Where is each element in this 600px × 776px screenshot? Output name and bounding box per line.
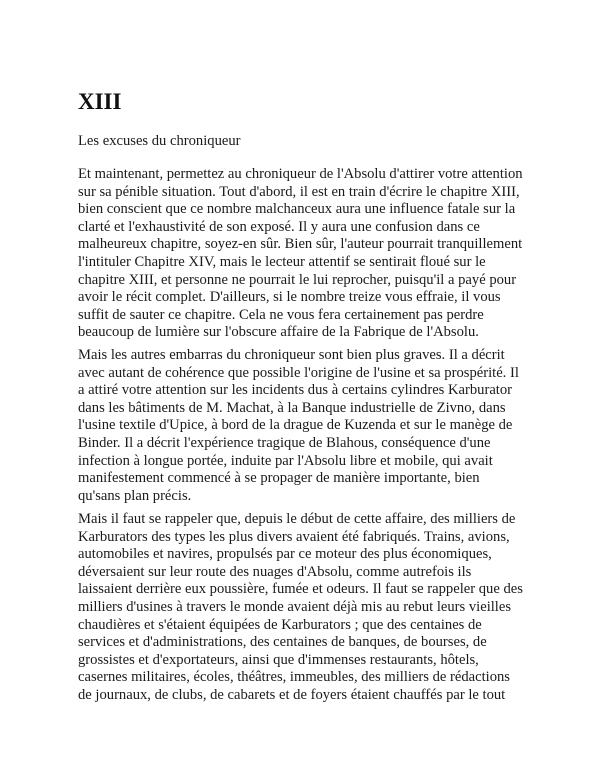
text-line: déversaient sur leur route des nuages d'Absolu, comme autrefois ils (78, 563, 472, 580)
text-line: qu'sans plan précis. (78, 487, 192, 504)
text-line: l'usine textile d'Upice, à bord de la drague de Kuzenda et sur le manège de (78, 417, 513, 434)
text-line: chapitre XIII, et personne ne pourrait le lui reprocher, puisqu'il a payé pour (78, 271, 517, 288)
text-line: sur sa pénible situation. Tout d'abord, il est en train d'écrire le chapitre XIII, (78, 183, 520, 200)
text-line: clarté et l'exhaustivité de son exposé. Il y aura une confusion dans ce (78, 218, 480, 235)
text-line: casernes militaires, écoles, théâtres, immeubles, des milliers de rédactions (78, 669, 510, 686)
text-line: malheureux chapitre, soyez-en sûr. Bien sûr, l'auteur pourrait tranquillement (78, 236, 523, 253)
paragraph (78, 347, 519, 505)
text-line: l'intituler Chapitre XIV, mais le lecteur attentif se sentirait floué sur le (78, 253, 486, 270)
text-line: de journaux, de clubs, de cabarets et de foyers étaient chauffés par le tout (78, 686, 506, 703)
paragraph (78, 511, 523, 705)
text-line: beaucoup de lumière sur l'obscure affaire de la Fabrique de l'Absolu. (78, 324, 479, 341)
text-line: laissaient derrière eux poussière, fumée et odeurs. Il faut se rappeler que des (78, 581, 523, 598)
text-line: grossistes et d'exportateurs, ainsi que d'immenses restaurants, hôtels, (78, 651, 479, 668)
chapter-title: XIII (78, 89, 122, 114)
text-line: infection à longue portée, induite par l'Absolu libre et mobile, qui avait (78, 452, 493, 469)
text-line: bien conscient que ce nombre malchanceux aura une influence fatale sur la (78, 201, 516, 218)
text-line: suffit de sauter ce chapitre. Cela ne vous fera certainement pas perdre (78, 306, 484, 323)
text-line: chaudières et s'étaient équipées de Karburators ; que des centaines de (78, 616, 482, 633)
text-line: Karburators des types les plus divers avaient été fabriqués. Trains, avions, (78, 528, 510, 545)
text-line: services et d'administrations, des centaines de banques, de bourses, de (78, 634, 487, 651)
paragraph (78, 166, 523, 342)
text-line: avoir le récit complet. D'ailleurs, si le nombre treize vous effraie, il vous (78, 289, 501, 306)
text-line: Mais il faut se rappeler que, depuis le début de cette affaire, des milliers de (78, 511, 516, 527)
text-line: a attiré votre attention sur les incidents dus à certains cylindres Karburator (78, 382, 513, 399)
text-line: milliers d'usines à travers le monde avaient déjà mis au rebut leurs vieilles (78, 598, 512, 615)
text-line: Mais les autres embarras du chroniqueur sont bien plus graves. Il a décrit (78, 347, 505, 363)
text-line: Binder. Il a décrit l'expérience tragique de Blahous, conséquence d'une (78, 434, 491, 451)
text-line: manifestement commencé à se propager de manière importante, bien (78, 470, 480, 487)
text-line: avec autant de cohérence que possible l'origine de l'usine et sa prospérité. Il (78, 364, 519, 381)
text-line: dans les bâtiments de M. Machat, à la Banque industrielle de Zivno, dans (78, 399, 506, 416)
text-line: Et maintenant, permettez au chroniqueur de l'Absolu d'attirer votre attention (78, 166, 523, 182)
text-line: automobiles et navires, propulsés par ce moteur des plus économiques, (78, 546, 492, 563)
chapter-subtitle: Les excuses du chroniqueur (78, 133, 241, 149)
